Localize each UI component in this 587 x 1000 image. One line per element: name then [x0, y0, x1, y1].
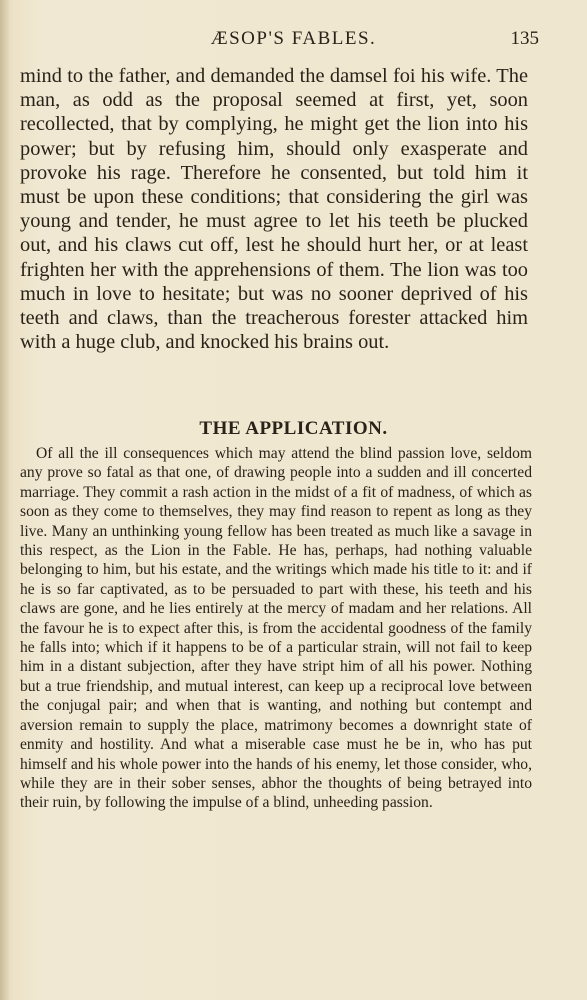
fable-text: mind to the father, and demanded the damsel foi his wife. The man, as odd as the proposal seemed at first, yet, soon recollected, that by complying, he might get the lion into his power; but by refusing him, should only exasperate and provoke his rage. Therefore he consented, but told him it must be upon these conditions; that considering the girl was young and tender, he must agree to let his teeth be plucked out, and his claws cut off, lest he should hurt her, or at least frighten her with the apprehensions of them. The lion was too much in love to hesitate; but was no sooner deprived of his teeth and claws, than the treacherous forester attacked him with a huge club, and knocked his brains out.	[20, 65, 528, 354]
page-number: 135	[510, 28, 539, 49]
running-title: ÆSOP'S FABLES.	[210, 28, 377, 49]
application-text: Of all the ill consequences which may attend the blind passion love, seldom any prove so fatal as that one, of drawing people into a sudden and ill concerted marriage. They commit a rash action in the midst of a fit of madness, of which as soon as they come to themselves, they may find reason to repent as long as they live. Many an unthinking young fellow has been treated as much like a savage in this respect, as the Lion in the Fable. He has, perhaps, had nothing valuable belonging to him, but his estate, and the writings which made his title to it: and if he is so far captivated, as to be persuaded to part with these, his teeth and his claws are gone, and he lies entirely at the mercy of madam and her relations. All the favour he is to expect after this, is from the accidental goodness of the family he falls into; which if it happens to be of a particular strain, will not fail to keep him in a distant subjection, after they have stript him of all his power. Nothing but a true friendship, and mutual interest, can keep up a reciprocal love between the conjugal pair; and when that is wanting, and nothing but contempt and aversion remain to supply the place, matrimony becomes a downright state of enmity and hostility. And what a miserable case must he be in, who has put himself and his whole power into the hands of his enemy, let those consider, who, while they are in their sober senses, abhor the thoughts of being betrayed into their ruin, by following the impulse of a blind, unheeding passion.	[20, 445, 532, 812]
page-header	[0, 28, 587, 54]
application-heading: THE APPLICATION.	[199, 418, 388, 439]
binding-gutter-shadow	[0, 0, 10, 1000]
